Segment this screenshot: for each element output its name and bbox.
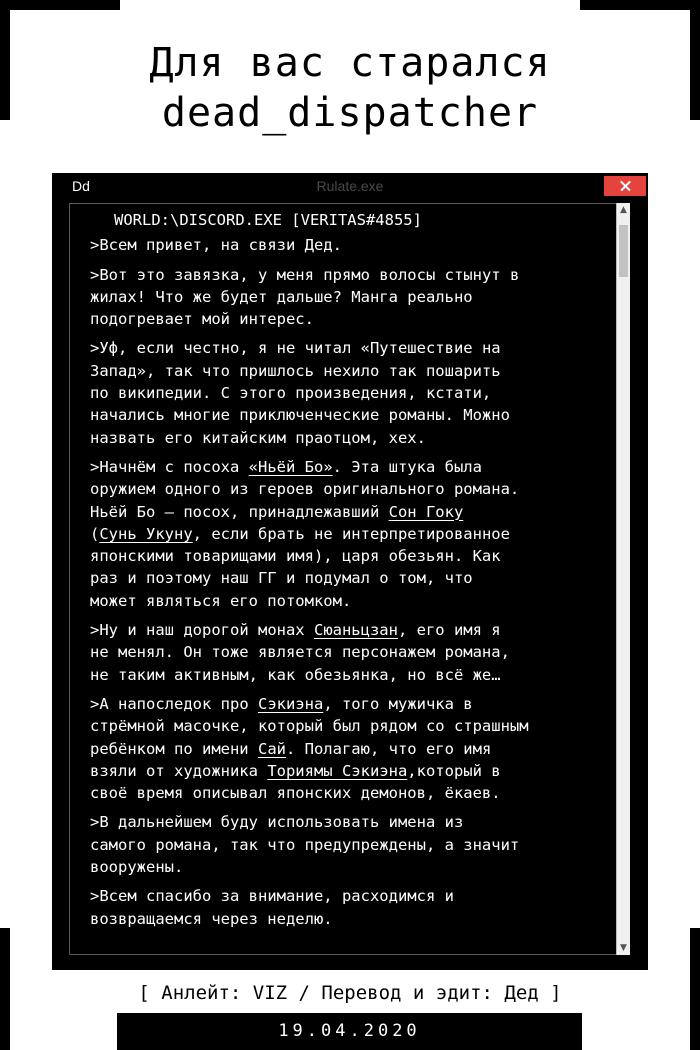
close-button[interactable]: [604, 176, 646, 196]
console-message: [90, 456, 620, 612]
message-line: [90, 337, 620, 359]
scrollbar-thumb[interactable]: [619, 225, 628, 277]
underlined-term: Сай: [257, 739, 286, 758]
corner-bracket-top-left-h: [0, 0, 120, 10]
text-span: Ну и наш дорогой монах: [99, 621, 314, 640]
text-span: не таким активным, как обезьянка, но всё же…: [90, 665, 501, 684]
text-span: начались многие приключенческие романы. Можно: [90, 406, 510, 425]
message-list: [90, 234, 620, 930]
console-message: [90, 693, 620, 804]
title-line-2: dead_dispatcher: [161, 90, 539, 136]
prompt-chevron: >: [90, 236, 100, 255]
prompt-chevron: >: [90, 887, 100, 906]
text-span: стрёмной масочке, который был рядом со страшным: [90, 717, 529, 736]
message-line: [90, 360, 620, 382]
message-line: [90, 811, 620, 833]
message-line: [90, 234, 620, 256]
text-span: жилах! Что же будет дальше? Манга реально: [90, 287, 473, 306]
release-date: 19.04.2020: [117, 1013, 582, 1050]
title-line-1: Для вас старался: [149, 40, 551, 86]
console-message: [90, 234, 620, 256]
underlined-term: Ториямы Сэкиэна: [267, 761, 408, 780]
text-span: взяли от художника: [90, 761, 268, 780]
text-span: Вот это завязка, у меня прямо волосы стынут в: [99, 265, 520, 284]
text-span: вооружены.: [90, 858, 184, 877]
prompt-chevron: >: [90, 339, 100, 358]
text-span: Начнём с посоха: [99, 457, 249, 476]
text-span: раз и поэтому наш ГГ и подумал о том, что: [90, 569, 473, 588]
message-line: [90, 382, 620, 404]
message-line: [90, 427, 620, 449]
console-message: [90, 337, 620, 448]
prompt-chevron: >: [90, 694, 100, 713]
text-span: А напоследок про: [99, 694, 258, 713]
underlined-term: Сэкиэна: [257, 694, 324, 713]
text-span: подогревает мой интерес.: [90, 310, 314, 329]
text-span: может являться его потомком.: [90, 591, 352, 610]
window-titlebar[interactable]: [52, 173, 648, 200]
prompt-chevron: >: [90, 265, 100, 284]
message-line: [90, 567, 620, 589]
corner-bracket-top-right-h: [580, 0, 700, 10]
text-span: (: [90, 524, 100, 543]
text-span: . Полагаю, что его имя: [285, 739, 492, 758]
credits-line: [ Анлейт: VIZ / Перевод и эдит: Дед ]: [138, 982, 562, 1004]
window-title: Rulate.exe: [316, 178, 384, 194]
underlined-term: Сунь Укуну: [99, 524, 193, 543]
console-message: [90, 619, 620, 686]
message-line: [90, 478, 620, 500]
console-message: [90, 264, 620, 331]
text-span: Запад», так что пришлось нехило так пошарить: [90, 361, 501, 380]
message-line: [90, 715, 620, 737]
text-span: возвращаемся через неделю.: [90, 909, 333, 928]
message-line: [90, 738, 620, 760]
underlined-term: Сюаньцзан: [313, 621, 398, 640]
message-line: [90, 908, 620, 930]
message-line: [90, 286, 620, 308]
text-span: Всем привет, на связи Дед.: [99, 236, 342, 255]
text-span: , его имя я: [397, 621, 501, 640]
text-span: Всем спасибо за внимание, расходимся и: [99, 887, 454, 906]
message-line: [90, 782, 620, 804]
underlined-term: Сон Гоку: [388, 502, 464, 521]
text-span: японскими товарищами имя), царя обезьян. Как: [90, 547, 501, 566]
message-line: [90, 404, 620, 426]
console-header: WORLD:\DISCORD.EXE [VERITAS#4855]: [114, 211, 422, 229]
message-line: [90, 856, 620, 878]
message-line: [90, 619, 620, 641]
scroll-down-arrow-icon[interactable]: ▼: [620, 943, 627, 953]
message-line: [90, 264, 620, 286]
text-span: . Эта штука была: [332, 457, 482, 476]
console-message: [90, 885, 620, 930]
underlined-term: «Ньёй Бо»: [248, 457, 333, 476]
text-span: ,который в: [407, 761, 501, 780]
message-line: [90, 501, 620, 523]
text-span: по википедии. С этого произведения, кстати,: [90, 384, 492, 403]
text-span: Уф, если честно, я не читал «Путешествие на: [99, 339, 501, 358]
text-span: ребёнком по имени: [90, 739, 258, 758]
text-span: оружием одного из героев оригинального романа.: [90, 480, 520, 499]
text-span: , того мужичка в: [323, 694, 473, 713]
console-message: [90, 811, 620, 878]
text-span: назвать его китайским праотцом, хех.: [90, 428, 426, 447]
message-line: [90, 456, 620, 478]
text-span: Ньёй Бо – посох, принадлежавший: [90, 502, 389, 521]
page-title: [0, 38, 700, 138]
message-line: [90, 590, 620, 612]
app-icon: Dd: [72, 178, 90, 194]
message-line: [90, 523, 620, 545]
console-text: [90, 209, 620, 937]
message-line: [90, 834, 620, 856]
text-span: своё время описывал японских демонов, ёкаев.: [90, 784, 501, 803]
prompt-chevron: >: [90, 813, 100, 832]
text-span: не менял. Он тоже является персонажем романа,: [90, 643, 510, 662]
message-line: [90, 885, 620, 907]
message-line: [90, 664, 620, 686]
message-line: [90, 545, 620, 567]
prompt-chevron: >: [90, 457, 100, 476]
text-span: самого романа, так что предупреждены, а значит: [90, 835, 520, 854]
message-line: [90, 308, 620, 330]
app-window: [52, 173, 648, 970]
prompt-chevron: >: [90, 621, 100, 640]
scroll-up-arrow-icon[interactable]: ▲: [620, 205, 627, 215]
text-span: В дальнейшем буду использовать имена из: [99, 813, 464, 832]
text-span: , если брать не интерпретированное: [192, 524, 510, 543]
message-line: [90, 760, 620, 782]
message-line: [90, 641, 620, 663]
message-line: [90, 693, 620, 715]
